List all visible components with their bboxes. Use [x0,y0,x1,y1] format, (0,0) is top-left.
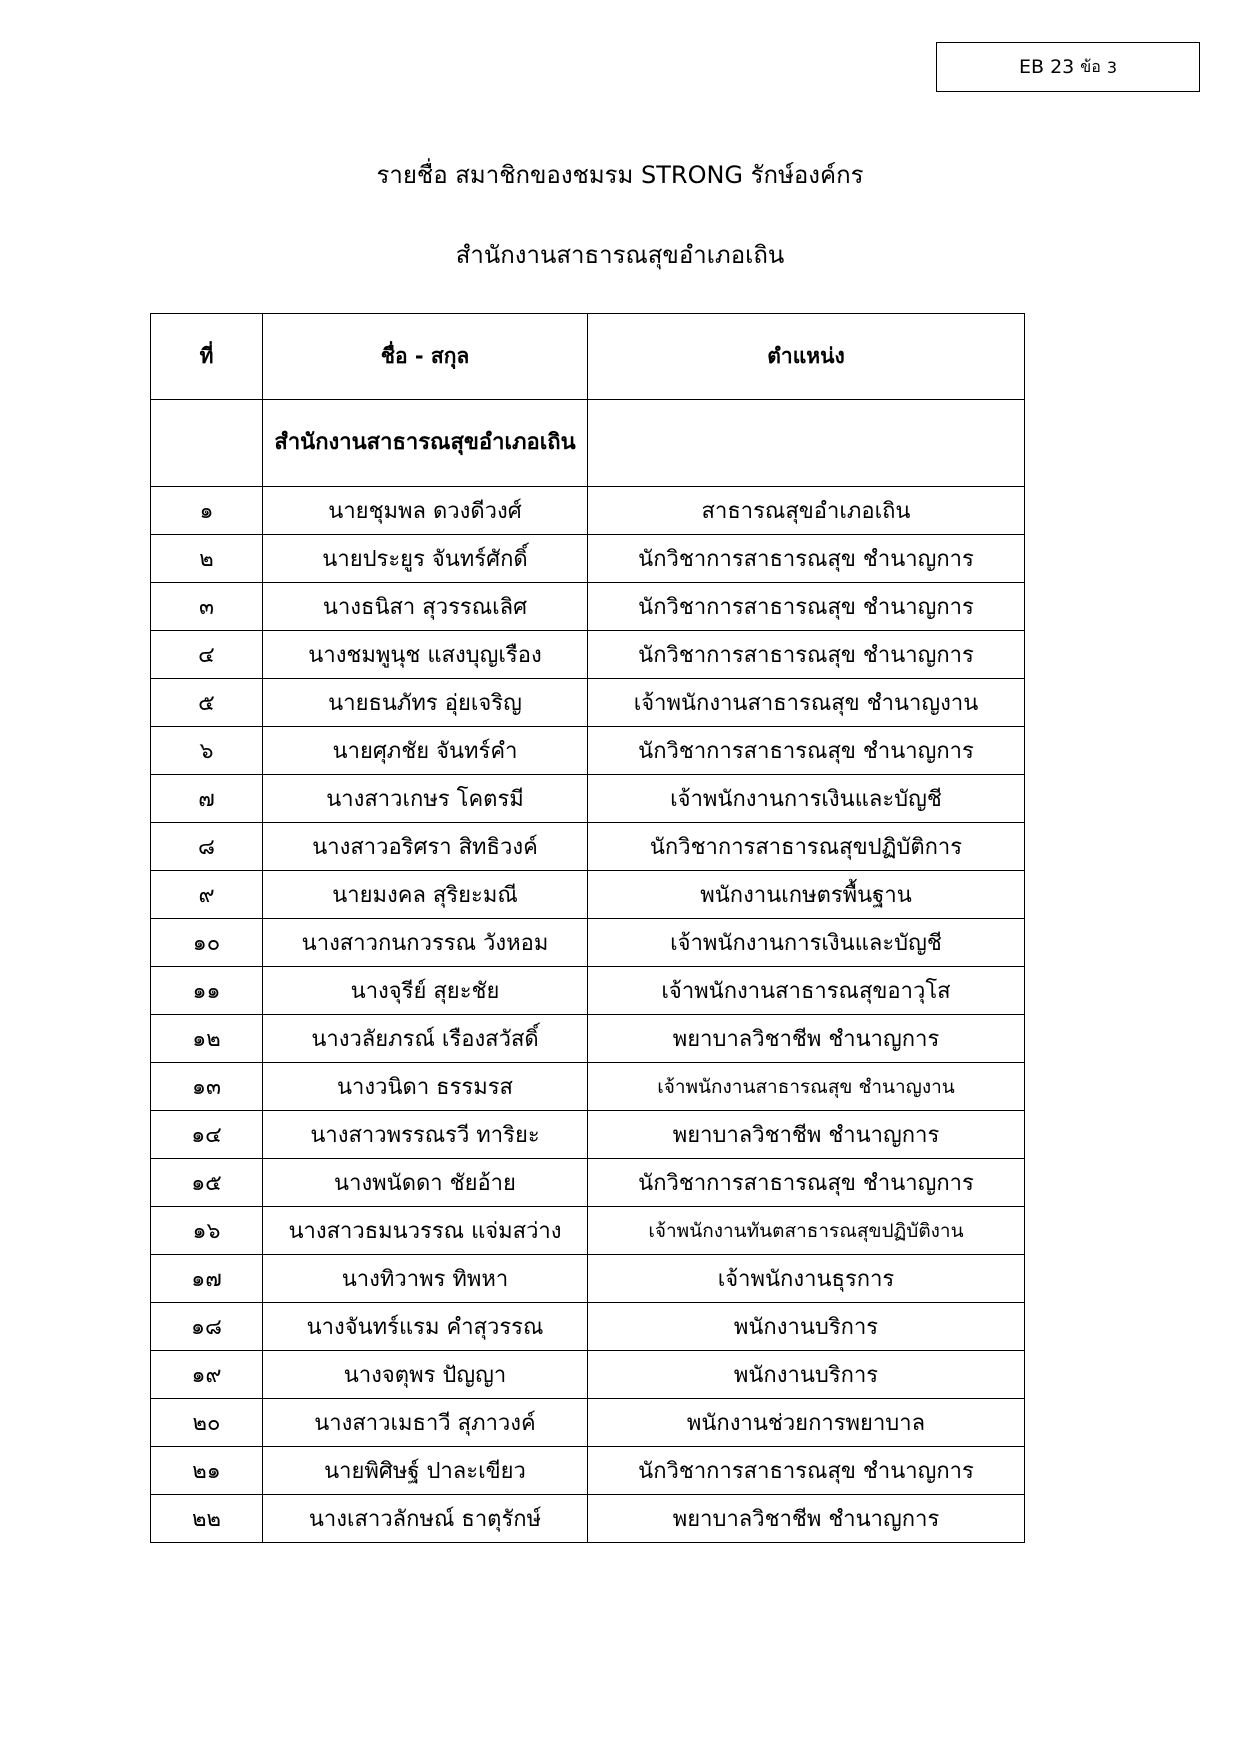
table-row [151,535,1025,583]
member-name: นางเสาวลักษณ์ ธาตุรักษ์ [263,1495,588,1543]
member-position: พนักงานบริการ [588,1351,1025,1399]
row-number: ๓ [151,583,263,631]
member-name: นางสาวเกษร โคตรมี [263,775,588,823]
table-header-row [151,314,1025,400]
table-row [151,1495,1025,1543]
reference-code: EB 23 [1019,56,1075,78]
table-row [151,967,1025,1015]
member-name: นายประยูร จันทร์ศักดิ์ [263,535,588,583]
member-name: นายพิศิษฐ์ ปาละเขียว [263,1447,588,1495]
member-position: นักวิชาการสาธารณสุข ชำนาญการ [588,535,1025,583]
member-name: นางจันทร์แรม คำสุวรรณ [263,1303,588,1351]
member-name: นายธนภัทร อุ่ยเจริญ [263,679,588,727]
reference-item-word: ข้อ [1080,56,1101,76]
table-row [151,631,1025,679]
column-header-position: ตำแหน่ง [588,314,1025,400]
document-subtitle: สำนักงานสาธารณสุขอำเภอเถิน [455,241,785,269]
member-name: นางชมพูนุช แสงบุญเรือง [263,631,588,679]
table-row [151,1207,1025,1255]
member-position: นักวิชาการสาธารณสุข ชำนาญการ [588,727,1025,775]
row-number: ๗ [151,775,263,823]
row-number: ๑๗ [151,1255,263,1303]
row-number: ๘ [151,823,263,871]
row-number: ๑๙ [151,1351,263,1399]
member-position: เจ้าพนักงานการเงินและบัญชี [588,775,1025,823]
member-name: นางธนิสา สุวรรณเลิศ [263,583,588,631]
member-position: พยาบาลวิชาชีพ ชำนาญการ [588,1111,1025,1159]
row-number: ๑๑ [151,967,263,1015]
document-title: รายชื่อ สมาชิกของชมรม STRONG รักษ์องค์กร [376,161,864,189]
row-number: ๒๐ [151,1399,263,1447]
member-position: เจ้าพนักงานการเงินและบัญชี [588,919,1025,967]
table-row [151,775,1025,823]
table-row [151,1447,1025,1495]
member-position: นักวิชาการสาธารณสุข ชำนาญการ [588,583,1025,631]
row-number: ๒๑ [151,1447,263,1495]
member-position: พยาบาลวิชาชีพ ชำนาญการ [588,1015,1025,1063]
row-number: ๒๒ [151,1495,263,1543]
member-name: นางจตุพร ปัญญา [263,1351,588,1399]
column-header-number: ที่ [151,314,263,400]
member-name: นางวนิดา ธรรมรส [263,1063,588,1111]
table-row [151,1159,1025,1207]
row-number: ๕ [151,679,263,727]
section-number-cell [151,400,263,487]
member-name: นางสาวอริศรา สิทธิวงค์ [263,823,588,871]
row-number: ๑๐ [151,919,263,967]
member-position: เจ้าพนักงานธุรการ [588,1255,1025,1303]
row-number: ๖ [151,727,263,775]
table-row [151,1063,1025,1111]
member-name: นายมงคล สุริยะมณี [263,871,588,919]
table-row [151,679,1025,727]
table-row [151,1255,1025,1303]
member-table [150,313,1025,1543]
table-row [151,1111,1025,1159]
row-number: ๑๓ [151,1063,263,1111]
member-position: เจ้าพนักงานสาธารณสุข ชำนาญงาน [588,679,1025,727]
row-number: ๑๕ [151,1159,263,1207]
table-row [151,823,1025,871]
table-row [151,919,1025,967]
row-number: ๑๖ [151,1207,263,1255]
document-reference-box [936,42,1200,92]
member-position: พยาบาลวิชาชีพ ชำนาญการ [588,1495,1025,1543]
member-position: พนักงานเกษตรพื้นฐาน [588,871,1025,919]
member-position: นักวิชาการสาธารณสุข ชำนาญการ [588,1447,1025,1495]
member-position: พนักงานบริการ [588,1303,1025,1351]
member-position: นักวิชาการสาธารณสุข ชำนาญการ [588,1159,1025,1207]
table-row [151,1015,1025,1063]
table-row [151,487,1025,535]
member-position: เจ้าพนักงานสาธารณสุข ชำนาญงาน [588,1063,1025,1111]
member-name: นางพนัดดา ชัยอ้าย [263,1159,588,1207]
member-name: นางสาวพรรณรวี ทาริยะ [263,1111,588,1159]
section-row [151,400,1025,487]
member-position: เจ้าพนักงานสาธารณสุขอาวุโส [588,967,1025,1015]
member-position: นักวิชาการสาธารณสุข ชำนาญการ [588,631,1025,679]
table-row [151,1399,1025,1447]
row-number: ๑๒ [151,1015,263,1063]
row-number: ๑ [151,487,263,535]
section-label: สำนักงานสาธารณสุขอำเภอเถิน [263,400,588,487]
member-name: นายชุมพล ดวงดีวงศ์ [263,487,588,535]
table-row [151,583,1025,631]
row-number: ๑๘ [151,1303,263,1351]
reference-item-number: 3 [1106,57,1117,77]
row-number: ๒ [151,535,263,583]
member-name: นางทิวาพร ทิพหา [263,1255,588,1303]
row-number: ๑๔ [151,1111,263,1159]
table-row [151,1303,1025,1351]
table-row [151,727,1025,775]
section-position-cell [588,400,1025,487]
row-number: ๙ [151,871,263,919]
member-name: นางสาวเมธาวี สุภาวงค์ [263,1399,588,1447]
member-position: สาธารณสุขอำเภอเถิน [588,487,1025,535]
member-position: นักวิชาการสาธารณสุขปฏิบัติการ [588,823,1025,871]
row-number: ๔ [151,631,263,679]
table-row [151,1351,1025,1399]
member-position: เจ้าพนักงานทันตสาธารณสุขปฏิบัติงาน [588,1207,1025,1255]
member-name: นายศุภชัย จันทร์คำ [263,727,588,775]
member-name: นางสาวธมนวรรณ แจ่มสว่าง [263,1207,588,1255]
table-row [151,871,1025,919]
member-name: นางวลัยภรณ์ เรืองสวัสดิ์ [263,1015,588,1063]
member-name: นางสาวกนกวรรณ วังหอม [263,919,588,967]
member-position: พนักงานช่วยการพยาบาล [588,1399,1025,1447]
member-name: นางจุรีย์ สุยะชัย [263,967,588,1015]
column-header-name: ชื่อ - สกุล [263,314,588,400]
